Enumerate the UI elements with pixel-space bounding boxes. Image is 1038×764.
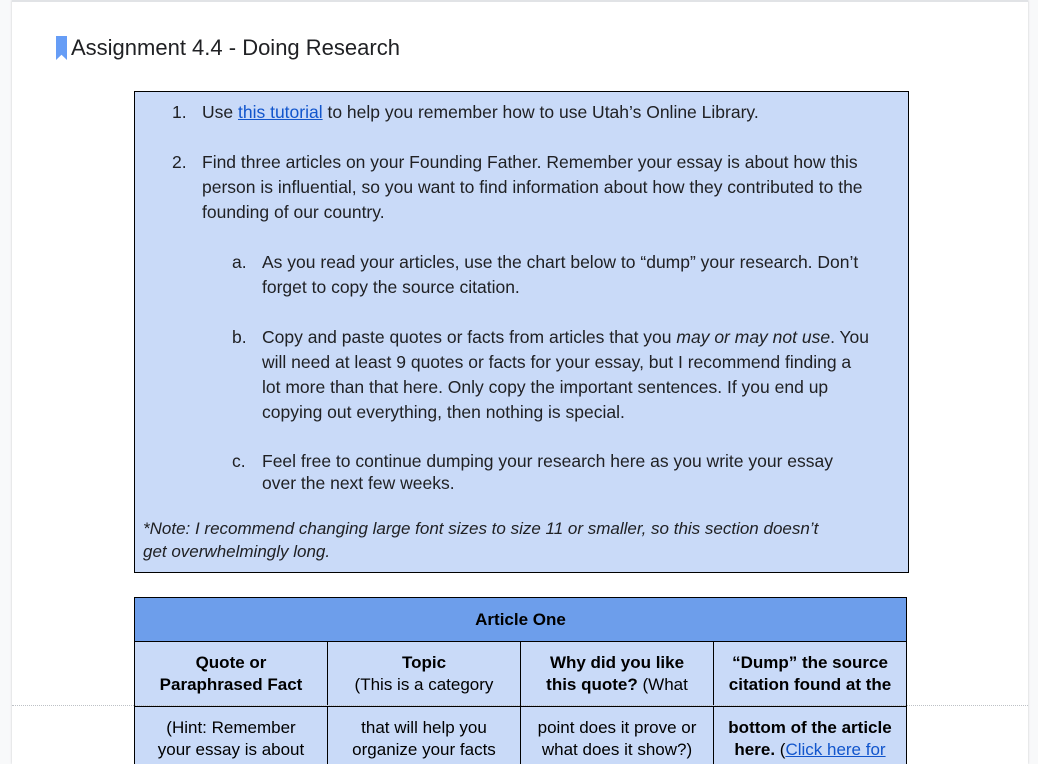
page-title: Assignment 4.4 - Doing Research [71,35,400,60]
note-text: *Note: I recommend changing large font sizes to size 11 or smaller, so this section doesn’t get overwhelmingly long. [143,519,819,561]
research-table [134,597,907,764]
col-header-quote: Quote or Paraphrased Fact [135,642,328,707]
table-cell[interactable]: bottom of the article here. (Click here for [714,707,907,764]
list-number: 2. [172,152,187,172]
col-header-topic: Topic (This is a category [328,642,521,707]
tutorial-link[interactable]: this tutorial [237,102,323,122]
page-top-edge [12,0,1028,2]
list-number: c. [232,451,246,471]
table-cell[interactable]: that will help you organize your facts [328,707,521,764]
table-cell[interactable]: point does it prove or what does it show?) [521,707,714,764]
list-number: b. [232,327,247,347]
instructions-box: 1. Use this tutorial to help you remember how to use Utah’s Online Library. 2. Find three articles on your Founding Father. Remember your essay is about how this person is influential, so you want to find information about how they contributed to the founding of our country. a. As you read your articles, use the chart below to “dump” your research. Don’t forget to copy the source citation. b. Copy and paste quotes or facts from articles that you may or may not use. You will need at least 9 quotes or facts for your essay, but I recommend finding a lot more than that here. Only copy the important sentences. If you end up copying out everything, then nothing is special. c. Feel free to continue dumping your research here as you write your essay over the next few weeks. *Note: I recommend changing large font sizes to size 11 or smaller, so this section doesn’t get overwhelmingly long. [134,91,909,573]
page-break-line [12,705,1028,706]
citation-help-link[interactable]: Click here for [785,740,886,759]
document-page [12,0,1028,764]
list-number: a. [232,252,247,272]
heading-row [56,34,400,62]
table-cell[interactable]: (Hint: Remember your essay is about [135,707,328,764]
bookmark-icon[interactable] [56,36,67,60]
table-title: Article One [135,598,907,642]
col-header-why: Why did you like this quote? (What [521,642,714,707]
col-header-citation: “Dump” the source citation found at the [714,642,907,707]
list-number: 1. [172,102,187,122]
